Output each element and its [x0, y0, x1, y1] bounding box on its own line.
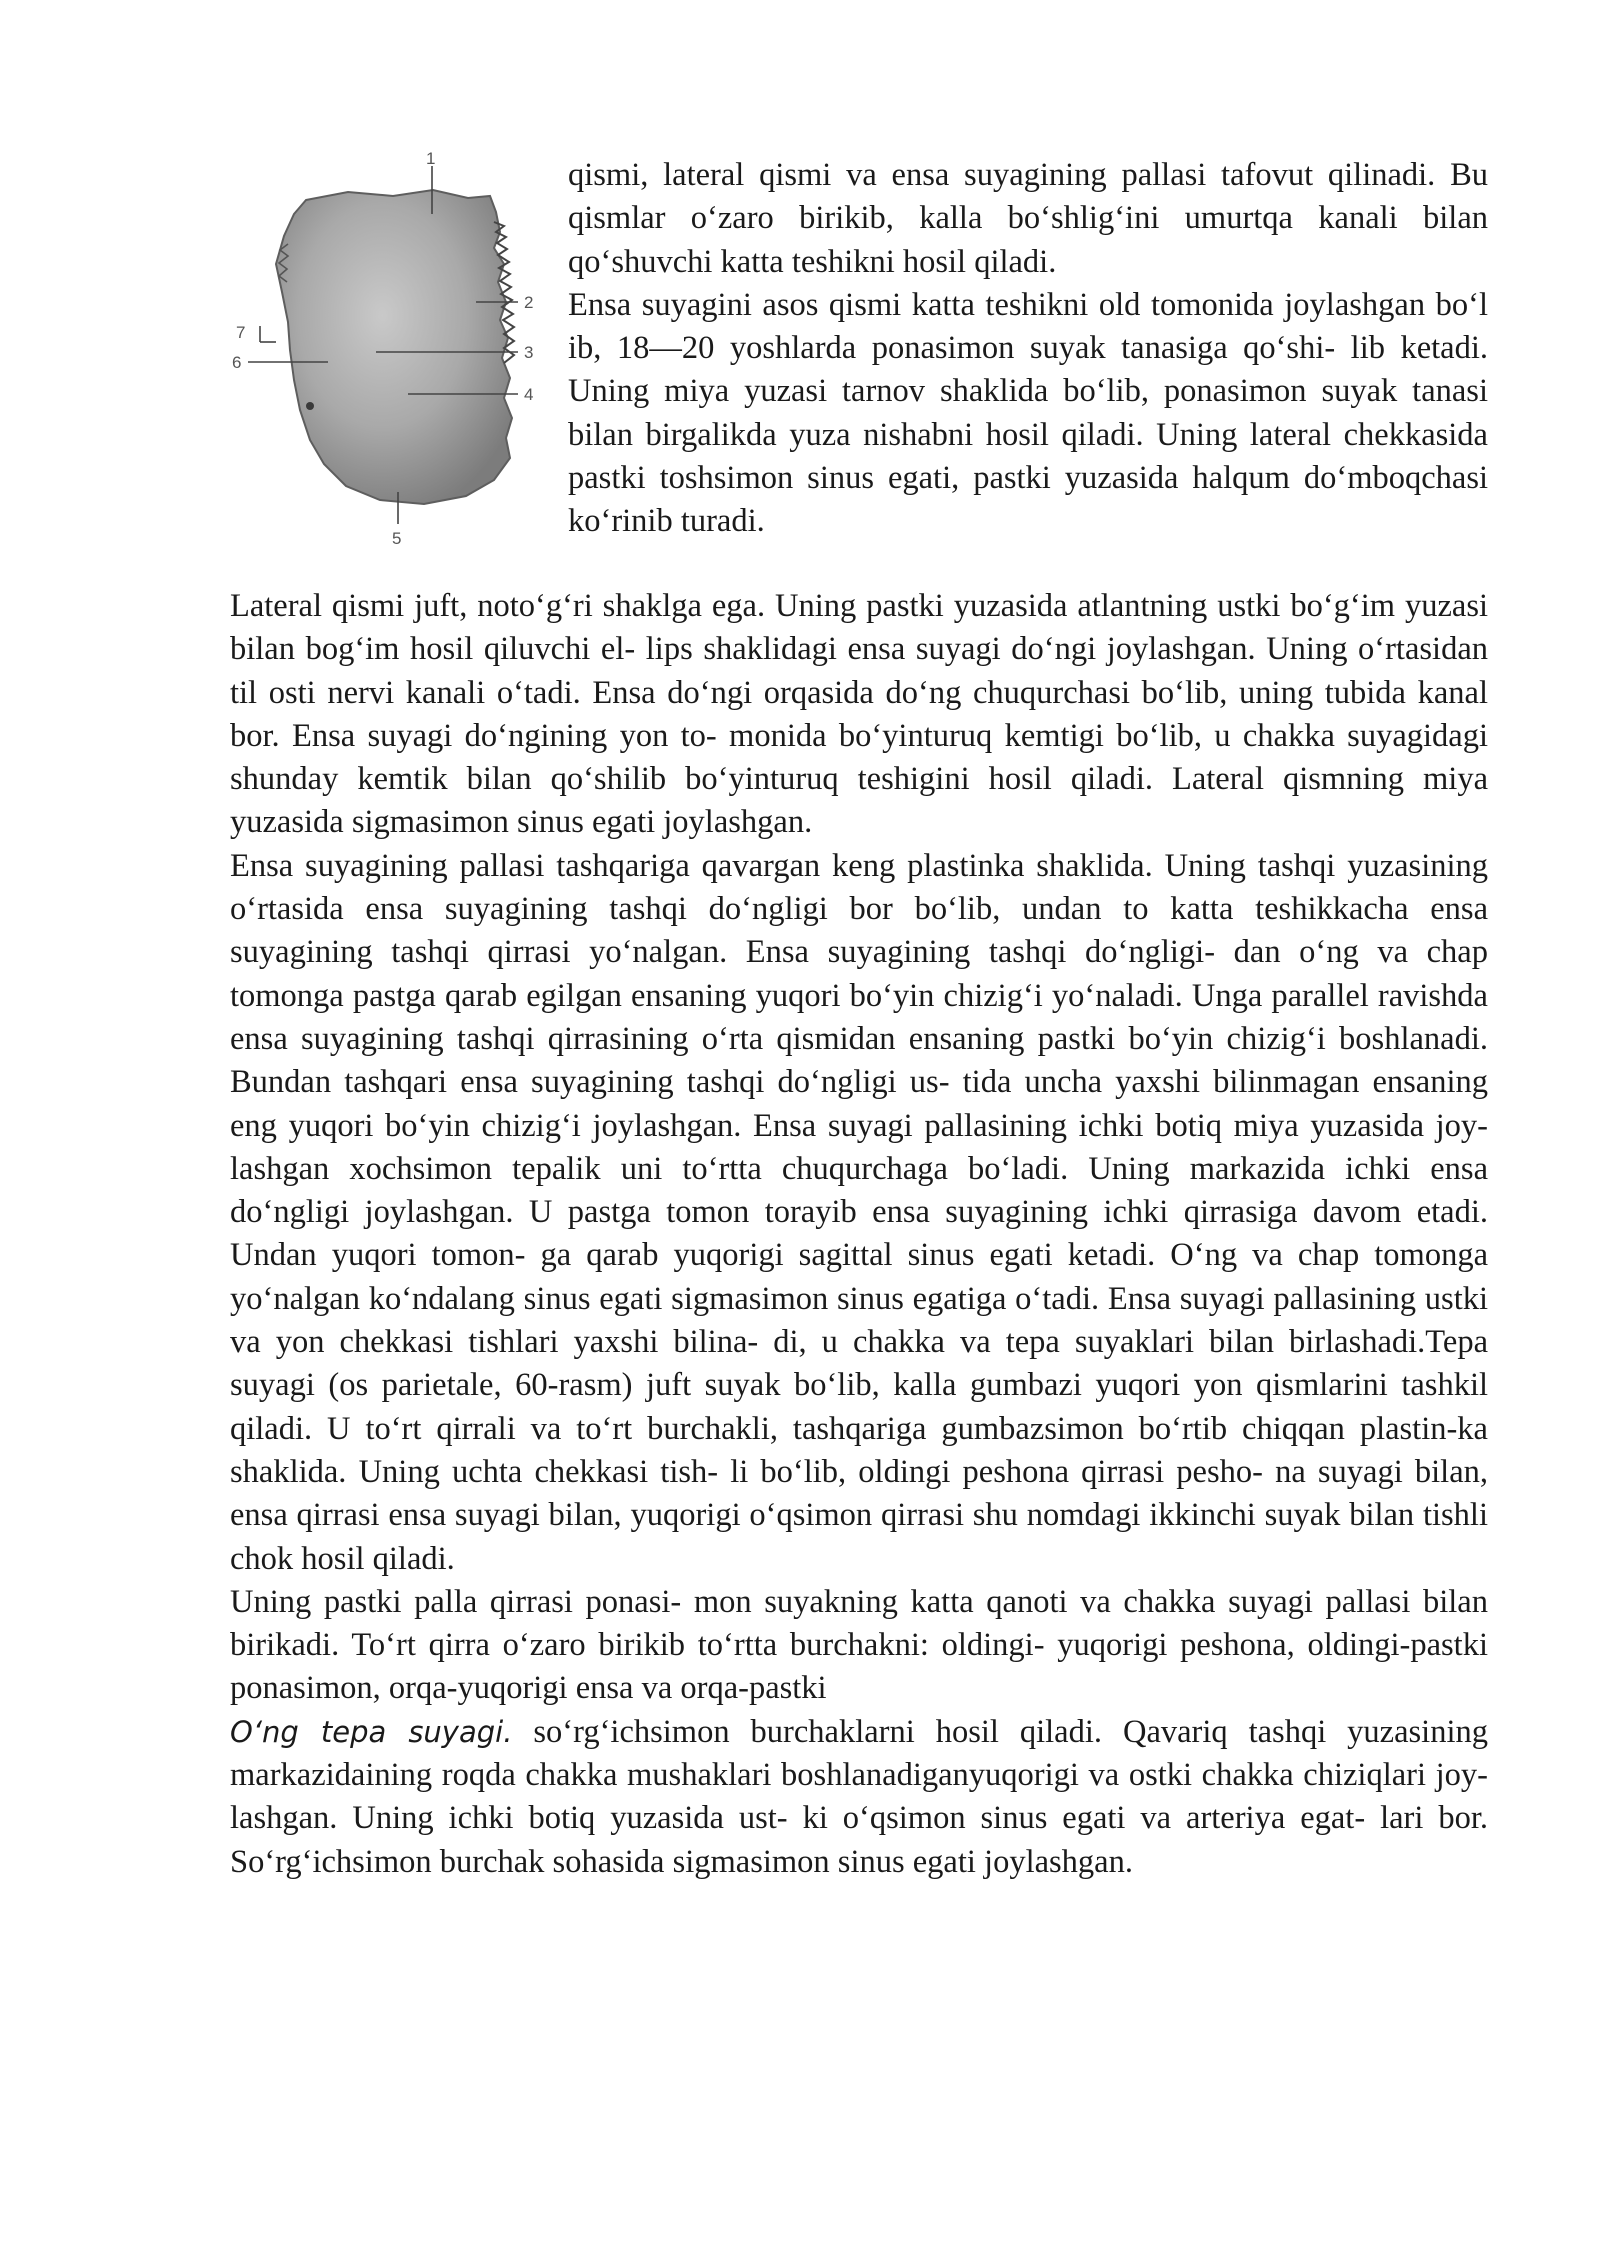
- paragraph-right-parietal: [230, 1711, 1488, 1884]
- paragraph-lateral-part: Lateral qismi juft, noto‘g‘ri shaklga ega. Uning pastki yuzasida atlantning ustki bo‘g‘im yuzasi bilan bog‘im hosil qiluvchi el- lips shaklidagi ensa suyagi do‘ngi joylashgan. Uning o‘rtasidan til osti nervi kanali o‘tadi. Ensa do‘ngi orqasida do‘ng chuqurchasi bo‘lib, uning tubida kanal bor. Ensa suyagi do‘ngining yon to- monida bo‘yinturuq kemtigi bo‘lib, u chakka suyagidagi shunday kemtik bilan qo‘shilib bo‘yinturuq teshigini hosil qiladi. Lateral qismning miya yuzasida sigmasimon sinus egati joylashgan.: [230, 588, 1488, 841]
- figure-label-6: 6: [232, 353, 242, 372]
- body-text: [230, 585, 1488, 1884]
- figure-label-3: 3: [524, 343, 534, 362]
- figure-label-1: 1: [426, 152, 436, 168]
- paragraph-right-parietal-text: so‘rg‘ichsimon burchaklarni hosil qiladi. Qavariq tashqi yuzasining markazidaining roqda chakka mushaklari boshlanadiganyuqorigi va ostki chakka chiziqlari joy- lashgan. Uning ichki botiq yuzasida ust- ki o‘qsimon sinus egati va arteriya egat- lari bor. So‘rg‘ichsimon burchak sohasida sigmasimon sinus egati joylashgan.: [230, 1713, 1488, 1880]
- intro-paragraph-2: Ensa suyagini asos qismi katta teshikni old tomonida joylashgan bo‘l ib, 18—20 yoshlarda ponasimon suyak tanasiga qo‘shi- lib ketadi. Uning miya yuzasi tarnov shaklida bo‘lib, ponasimon suyak tanasi bilan birgalikda yuza nishabni hosil qiladi. Uning lateral chekkasida pastki toshsimon sinus egati, pastki yuzasida halqum do‘mboqchasi ko‘rinib turadi.: [568, 286, 1488, 540]
- parietal-bone-illustration: [228, 152, 568, 552]
- intro-paragraph-1: qismi, lateral qismi va ensa suyagining pallasi tafovut qilinadi. Bu qismlar o‘zaro birikib, kalla bo‘shlig‘ini umurtqa kanali bilan qo‘shuvchi katta teshikni hosil qiladi.: [568, 157, 1488, 280]
- figure-label-7: 7: [236, 323, 246, 342]
- figure-label-5: 5: [392, 529, 402, 548]
- paragraph-squama: Ensa suyagining pallasi tashqariga qavargan keng plastinka shaklida. Uning tashqi yuzasining o‘rtasida ensa suyagining tashqi do‘ngligi bor bo‘lib, undan to katta teshikkacha ensa suyagining tashqi qirrasi yo‘nalgan. Ensa suyagining tashqi do‘ngligi- dan o‘ng va chap tomonga pastga qarab egilgan ensaning yuqori bo‘yin chizig‘i yo‘naladi. Unga parallel ravishda ensa suyagining tashqi qirrasining o‘rta qismidan ensaning pastki bo‘yin chizig‘i boshlanadi. Bundan tashqari ensa suyagining tashqi do‘ngligi us- tida uncha yaxshi bilinmagan ensaning eng yuqori bo‘yin chizig‘i joylashgan. Ensa suyagi pallasining ichki botiq miya yuzasida joy- lashgan xochsimon tepalik uni to‘rtta chuqurchaga bo‘ladi. Uning markazida ichki ensa do‘ngligi joylashgan. U pastga tomon torayib ensa suyagining ichki qirrasiga davom etadi. Undan yuqori tomon- ga qarab yuqorigi sagittal sinus egati ketadi. O‘ng va chap tomonga yo‘nalgan ko‘ndalang sinus egati sigmasimon sinus egatiga o‘tadi. Ensa suyagi pallasining ustki va yon chekkasi tishlari yaxshi bilina- di, u chakka va tepa suyaklari bilan birlashadi.Tepa suyagi (os parietale, 60-rasm) juft suyak bo‘lib, kalla gumbazi yuqori yon qismlarini tashkil qiladi. U to‘rt qirrali va to‘rt burchakli, tashqariga gumbazsimon bo‘rtib chiqqan plastin-ka shaklida. Uning uchta chekkasi tish- li bo‘lib, oldingi peshona qirrasi pesho- na suyagi bilan, ensa qirrasi ensa suyagi bilan, yuqorigi o‘qsimon qirrasi shu nomdagi ikkinchi suyak bilan tishli chok hosil qiladi.: [230, 847, 1488, 1577]
- intro-text: [568, 154, 1488, 544]
- figure-caption: O‘ng tepa suyagi.: [230, 1714, 513, 1749]
- parietal-foramen: [306, 402, 314, 410]
- bone-figure: [228, 152, 568, 552]
- figure-label-2: 2: [524, 293, 534, 312]
- paragraph-lower-border: Uning pastki palla qirrasi ponasi- mon suyakning katta qanoti va chakka suyagi pallasi bilan birikadi. To‘rt qirra o‘zaro birikib to‘rtta burchakni: oldingi- yuqorigi peshona, oldingi-pastki ponasimon, orqa-yuqorigi ensa va orqa-pastki: [230, 1583, 1488, 1707]
- bone-shape: [276, 190, 512, 504]
- figure-label-4: 4: [524, 385, 534, 404]
